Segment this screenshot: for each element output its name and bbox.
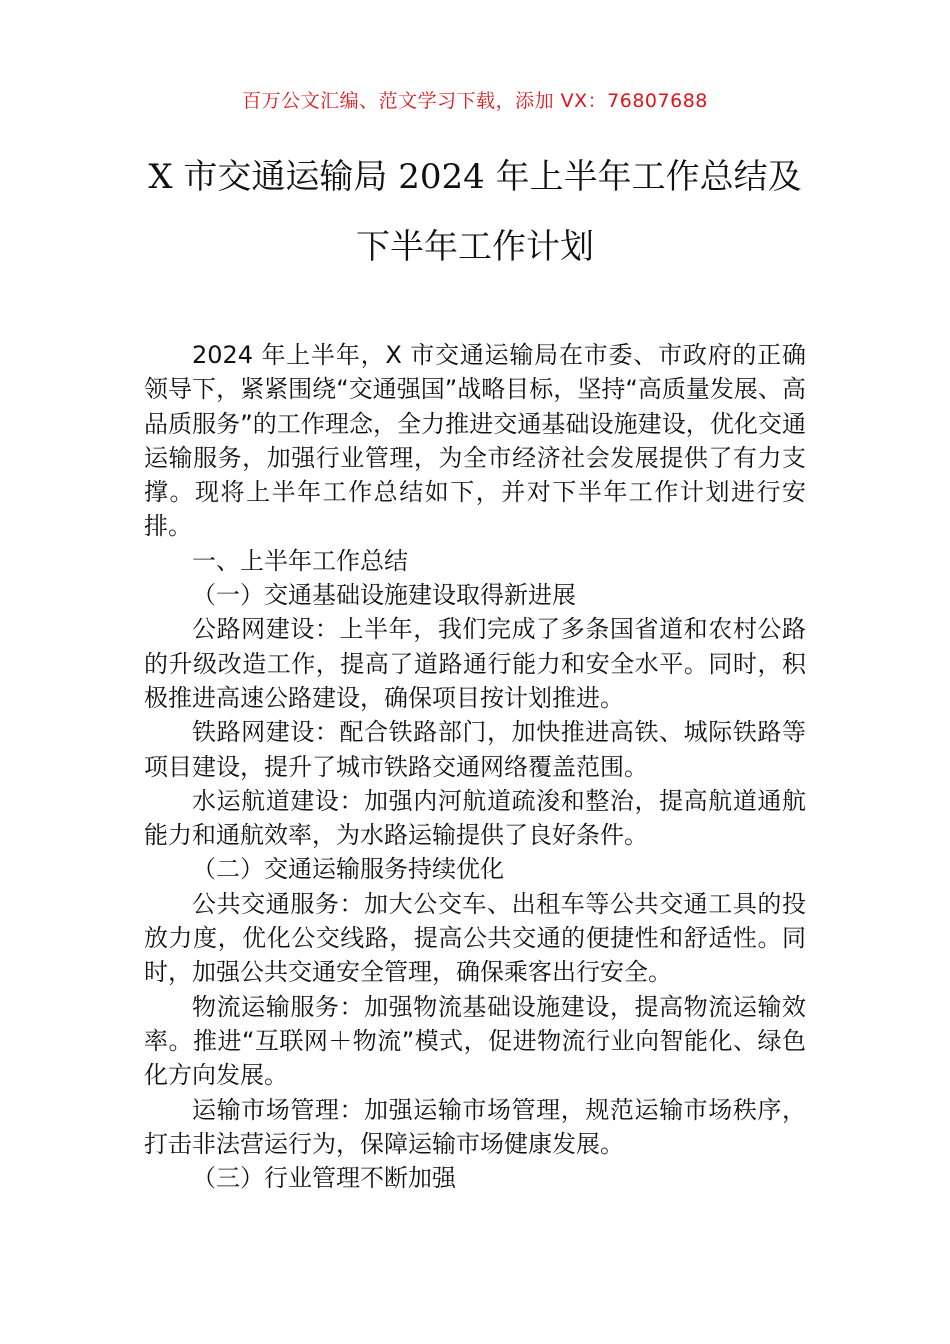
header-watermark-note: 百万公文汇编、范文学习下载，添加 VX：76807688 <box>242 90 708 112</box>
paragraph-logistics: 物流运输服务：加强物流基础设施建设，提高物流运输效率。推进“互联网＋物流”模式，促进物流行业向智能化、绿色化方向发展。 <box>144 992 806 1090</box>
paragraph-highway: 公路网建设：上半年，我们完成了多条国省道和农村公路的升级改造工作，提高了道路通行能力和安全水平。同时，积极推进高速公路建设，确保项目按计划推进。 <box>144 615 806 712</box>
subsection-heading-2: （二）交通运输服务持续优化 <box>192 855 504 884</box>
document-title-line-1: X 市交通运输局 2024 年上半年工作总结及 <box>148 157 802 197</box>
document-title-line-2: 下半年工作计划 <box>356 227 594 267</box>
document-body <box>144 338 806 1195</box>
subsection-heading-1: （一）交通基础设施建设取得新进展 <box>192 581 576 610</box>
section-heading-1: 一、上半年工作总结 <box>192 546 408 575</box>
paragraph-market-management: 运输市场管理：加强运输市场管理，规范运输市场秩序，打击非法营运行为，保障运输市场健康发展。 <box>144 1095 806 1158</box>
paragraph-waterway: 水运航道建设：加强内河航道疏浚和整治，提高航道通航能力和通航效率，为水路运输提供了良好条件。 <box>144 786 806 850</box>
paragraph-railway: 铁路网建设：配合铁路部门，加快推进高铁、城际铁路等项目建设，提升了城市铁路交通网络覆盖范围。 <box>144 718 806 781</box>
paragraph-intro: 2024 年上半年，X 市交通运输局在市委、市政府的正确领导下，紧紧围绕“交通强国”战略目标，坚持“高质量发展、高品质服务”的工作理念，全力推进交通基础设施建设，优化交通运输服务，加强行业管理，为全市经济社会发展提供了有力支撑。现将上半年工作总结如下，并对下半年工作计划进行安排。 <box>144 341 806 541</box>
subsection-heading-3: （三）行业管理不断加强 <box>192 1164 456 1193</box>
paragraph-public-transport: 公共交通服务：加大公交车、出租车等公共交通工具的投放力度，优化公交线路，提高公共交通的便捷性和舒适性。同时，加强公共交通安全管理，确保乘客出行安全。 <box>144 889 806 987</box>
